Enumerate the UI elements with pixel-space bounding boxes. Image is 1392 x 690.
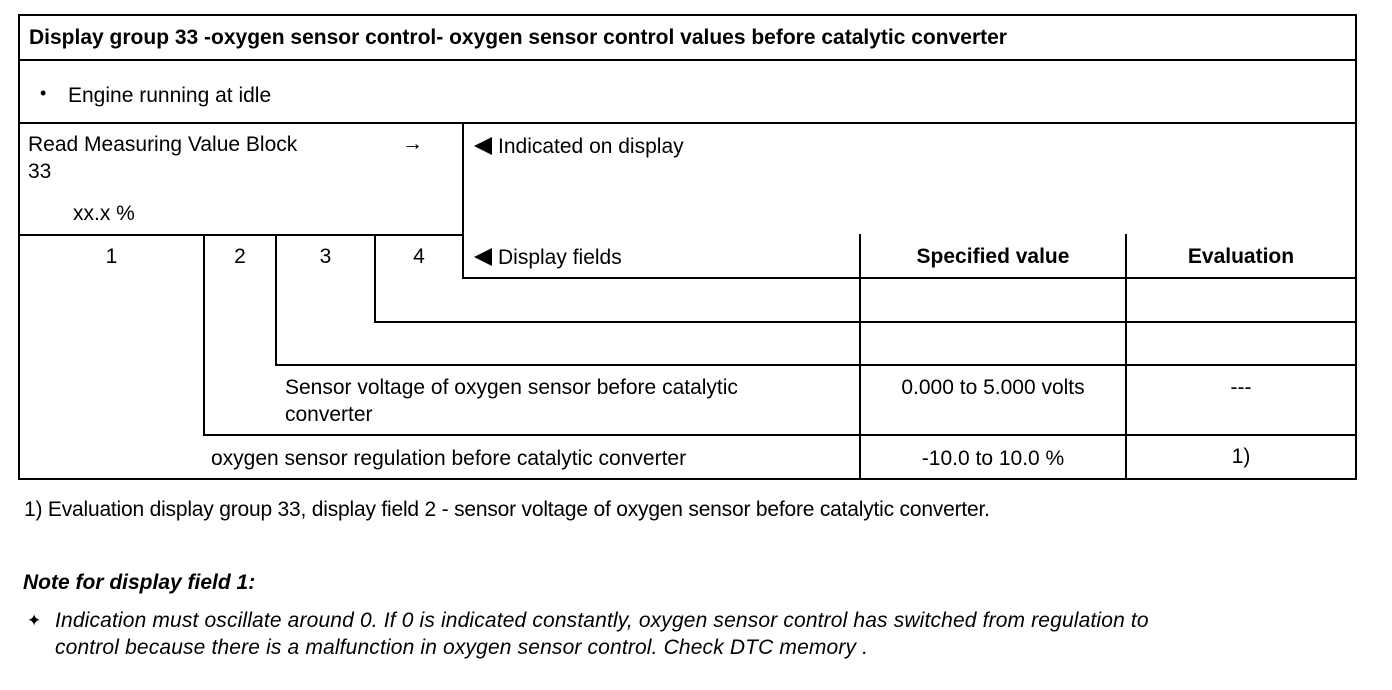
row-line-3 [275,364,1357,366]
row-field-2-specified: 0.000 to 5.000 volts [901,376,1085,399]
row-line-4 [374,321,1357,323]
condition-bullet: • [40,83,47,103]
note-line-2: control because there is a malfunction in oxygen sensor control. Check DTC memory . [55,636,869,659]
indicated-label: Indicated on display [498,135,684,158]
specified-value-header: Specified value [916,245,1070,268]
evaluation-header: Evaluation [1187,245,1295,268]
display-fields-label: Display fields [498,246,622,269]
row-field-1-evaluation: 1) [1231,445,1251,468]
row-field-2-line1: Sensor voltage of oxygen sensor before catalytic [285,376,738,399]
table-border-right [1355,14,1357,480]
row-field-1-specified: -10.0 to 10.0 % [921,447,1065,470]
row-field-1-text: oxygen sensor regulation before catalytic converter [211,447,687,470]
row-field-2-evaluation: --- [1230,376,1252,399]
read-block-divider [462,122,464,279]
footnote: 1) Evaluation display group 33, display field 2 - sensor voltage of oxygen sensor before catalytic converter. [24,498,990,521]
header-bottom [462,277,1357,279]
read-block-line1: Read Measuring Value Block [28,133,298,156]
display-fields-header [474,244,622,271]
condition-divider [18,122,1357,124]
note-line-1: Indication must oscillate around 0. If 0 is indicated constantly, oxygen sensor control has switched from regulation to [55,609,1149,632]
field-number-1: 1 [105,245,118,268]
note-heading: Note for display field 1: [23,571,256,594]
specified-col-line [859,234,861,480]
field-number-3: 3 [319,245,332,268]
read-block-value: xx.x % [73,202,135,225]
read-block-bottom [18,234,464,236]
table-title: Display group 33 -oxygen sensor control- oxygen sensor control values before catalytic converter [29,26,1007,49]
read-block-arrow: → [402,132,423,155]
condition-text: Engine running at idle [68,84,272,107]
row-field-2-line2: converter [285,403,373,426]
field-number-2: 2 [234,245,246,268]
pointer-left-icon [474,137,492,155]
note-bullet-icon: ✦ [27,611,42,630]
row-line-2 [203,434,1357,436]
title-divider [18,59,1357,61]
field-number-4: 4 [413,245,425,268]
pointer-left-icon [474,248,492,266]
read-block-line2: 33 [28,160,52,183]
indicated-on-display [474,133,684,160]
table-border-bottom [18,478,1357,480]
table-border-top [18,14,1357,16]
